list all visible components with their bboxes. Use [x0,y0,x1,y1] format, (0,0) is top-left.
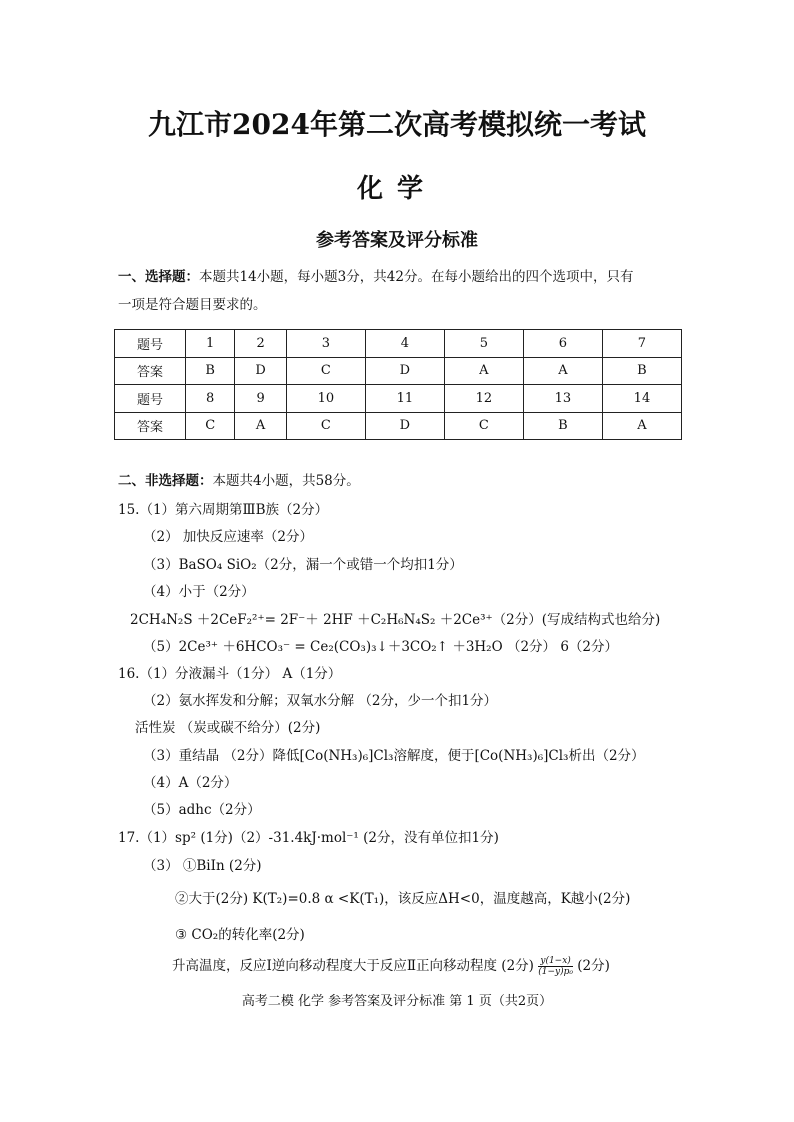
q17-line3: ②大于(2分) K(T₂)=0.8 α <K(T₁)，该反应ΔH<0，温度越高，K越小(2分) [175,891,631,907]
answer-table-cell: 11 [365,385,444,413]
q17-line5-tail: (2分) [577,958,610,974]
fraction-denominator: (1−y)p₀ [538,967,573,977]
section1-text: 本题共14小题，每小题3分，共42分。在每小题给出的四个选项中，只有 [199,269,634,285]
q15-line6: （5）2Ce³⁺ ＋6HCO₃⁻ = Ce₂(CO₃)₃↓＋3CO₂↑ ＋3H₂O （2分） 6（2分） [143,639,619,655]
answer-table-cell: A [235,412,287,440]
equilibrium-constant-fraction [538,956,573,977]
answer-table-cell: A [444,357,523,385]
subject-title: 化学 [356,174,437,204]
answer-table-cell: D [365,412,444,440]
answer-table-cell: 14 [602,385,681,413]
answer-table-cell: A [602,412,681,440]
answer-table-cell: 2 [235,330,287,358]
page-footer: 高考二模 化学 参考答案及评分标准 第 1 页（共2页） [241,994,553,1009]
answer-table-row [115,330,682,358]
section2-text: 本题共4小题，共58分。 [212,473,360,489]
q16-line5: （4）A（2分） [143,775,238,791]
q17-line2: （3） ①BiIn (2分) [143,858,262,874]
answer-table-cell: 6 [523,330,602,358]
answer-table-cell: A [523,357,602,385]
q16-line2: （2）氨水挥发和分解；双氧水分解 （2分，少一个扣1分） [143,693,498,709]
answer-table-cell: C [444,412,523,440]
answer-table-cell: D [235,357,287,385]
answer-table-cell: 4 [365,330,444,358]
q16-line3: 活性炭 （炭或碳不给分）(2分) [135,720,321,736]
answer-table-cell: B [523,412,602,440]
q15-line2: （2） 加快反应速率（2分） [143,529,313,545]
answer-table-cell: 3 [286,330,365,358]
section1-label: 一、选择题： [118,269,199,285]
answer-table-cell: 7 [602,330,681,358]
q16-line6: （5）adhc（2分） [143,802,261,818]
section2-line [118,472,360,490]
answer-table [114,329,682,440]
page-subtitle: 参考答案及评分标准 [316,230,478,251]
q16-line4: （3）重结晶 （2分）降低[Co(NH₃)₆]Cl₃溶解度，便于[Co(NH₃)₆]Cl₃析出（2分） [143,748,645,764]
answer-table-cell: 8 [186,385,235,413]
q17-line5 [172,956,610,977]
q17-line5-text: 升高温度，反应Ⅰ逆向移动程度大于反应Ⅱ正向移动程度 (2分) [172,958,534,974]
answer-table-cell: 13 [523,385,602,413]
answer-table-row [115,357,682,385]
exam-title: 九江市2024年第二次高考模拟统一考试 [148,108,646,141]
answer-table-row [115,385,682,413]
section2-label: 二、非选择题： [118,473,213,489]
answer-table-cell: B [602,357,681,385]
section1-line1 [118,268,633,286]
answer-table-cell: C [186,412,235,440]
answer-table-cell: 1 [186,330,235,358]
section1-line2: 一项是符合题目要求的。 [118,297,267,313]
answer-table-cell: D [365,357,444,385]
answer-table-row-header: 答案 [115,412,186,440]
answer-table-cell: 5 [444,330,523,358]
q16-line1: 16.（1）分液漏斗（1分） A（1分） [118,666,342,682]
q15-line5: 2CH₄N₂S ＋2CeF₂²⁺= 2F⁻＋ 2HF ＋C₂H₆N₄S₂ ＋2Ce³⁺（2分）(写成结构式也给分) [130,612,661,628]
answer-table-cell: B [186,357,235,385]
q15-line1: 15.（1）第六周期第ⅢB族（2分） [118,502,329,518]
answer-table-row-header: 题号 [115,385,186,413]
answer-table-cell: C [286,412,365,440]
answer-table-row-header: 题号 [115,330,186,358]
answer-table-row-header: 答案 [115,357,186,385]
answer-table-cell: 12 [444,385,523,413]
q15-line3: （3）BaSO₄ SiO₂（2分，漏一个或错一个均扣1分） [143,557,463,573]
q15-line4: （4）小于（2分） [143,584,255,600]
answer-table-cell: 10 [286,385,365,413]
q17-line4: ③ CO₂的转化率(2分) [175,927,305,943]
answer-table-cell: 9 [235,385,287,413]
fraction-numerator: y(1−x) [538,956,573,967]
answer-table-row [115,412,682,440]
answer-table-cell: C [286,357,365,385]
q17-line1: 17.（1）sp² (1分)（2）-31.4kJ·mol⁻¹ (2分，没有单位扣1分) [118,830,499,846]
